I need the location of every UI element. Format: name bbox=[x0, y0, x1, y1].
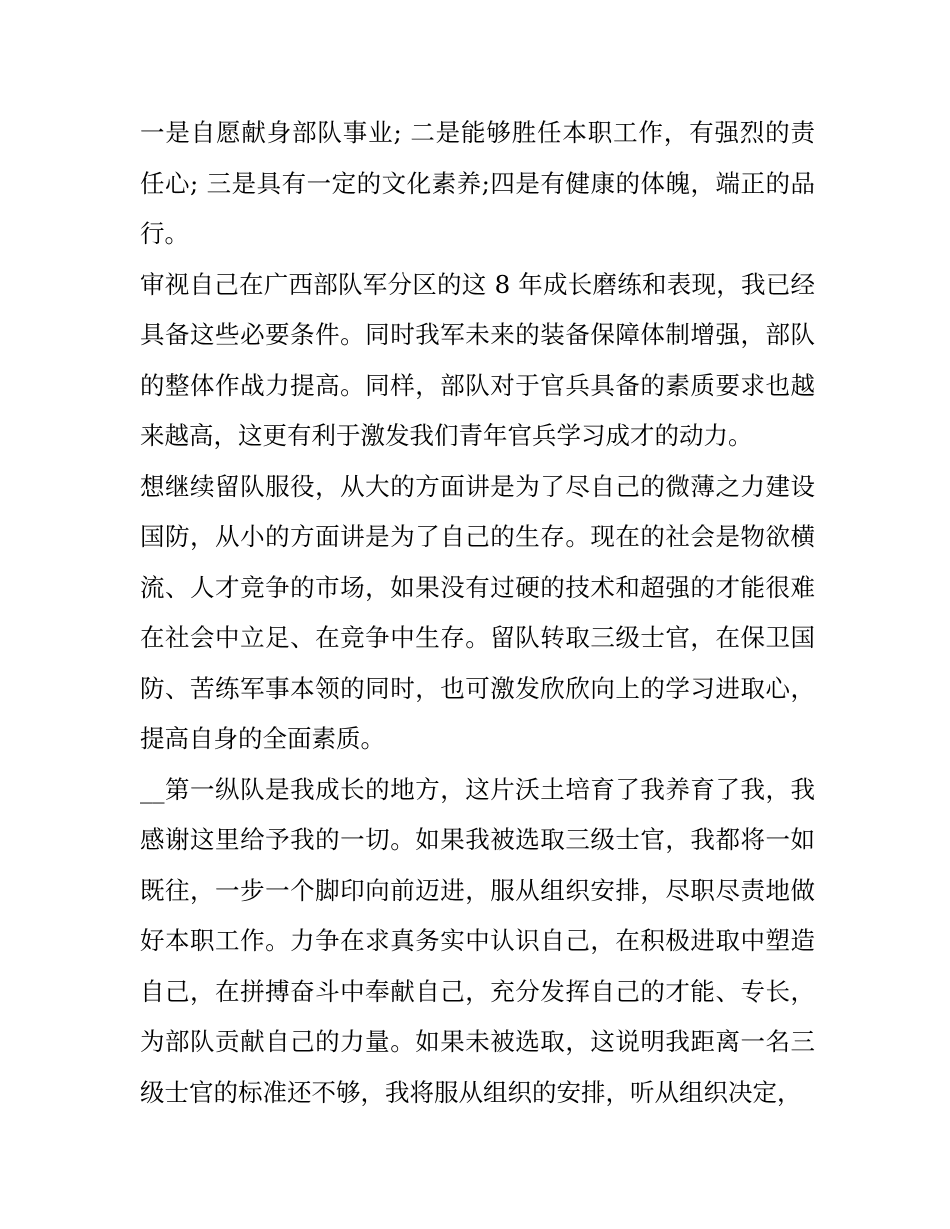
paragraph-1: 一是自愿献身部队事业; 二是能够胜任本职工作，有强烈的责任心; 三是具有一定的文化素养;四是有健康的体魄，端正的品行。 bbox=[140, 118, 815, 248]
paragraph-3: 想继续留队服役，从大的方面讲是为了尽自己的微薄之力建设国防，从小的方面讲是为了自己的生存。现在的社会是物欲横流、人才竞争的市场，如果没有过硬的技术和超强的才能很难在社会中立足、在竞争中生存。留队转取三级士官，在保卫国防、苦练军事本领的同时，也可激发欣欣向上的学习进取心，提高自身的全面素质。 bbox=[140, 471, 815, 753]
document-body bbox=[140, 108, 815, 1118]
paragraph-4: __第一纵队是我成长的地方，这片沃土培育了我养育了我，我感谢这里给予我的一切。如果我被选取三级士官，我都将一如既往，一步一个脚印向前迈进，服从组织安排，尽职尽责地做好本职工作。力争在求真务实中认识自己，在积极进取中塑造自己，在拼搏奋斗中奉献自己，充分发挥自己的才能、专长，为部队贡献自己的力量。如果未被选取，这说明我距离一名三级士官的标准还不够，我将服从组织的安排，听从组织决定， bbox=[140, 774, 815, 1107]
paragraph-2: 审视自己在广西部队军分区的这 8 年成长磨练和表现，我已经具备这些必要条件。同时我军未来的装备保障体制增强，部队的整体作战力提高。同样，部队对于官兵具备的素质要求也越来越高，这更有利于激发我们青年官兵学习成才的动力。 bbox=[140, 269, 815, 450]
